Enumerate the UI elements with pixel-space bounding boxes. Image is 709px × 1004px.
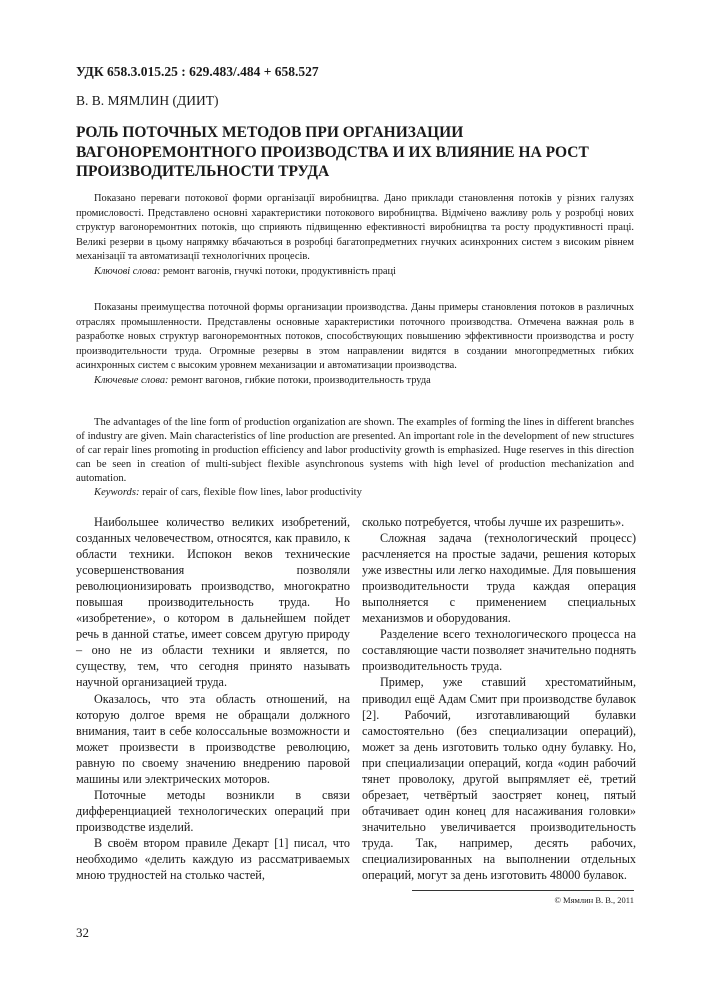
abstract-text: Показаны преимущества поточной формы организации производства. Даны примеры становления потоков в различных отраслях промышленности. Представлены основные характеристики поточного производства. Отмечена важная роль в разработке новых структур вагоноремонтных потоков, способствующих повышению эффективности производства и росту производительности труда. Огромные резервы в этом направлении видятся в создании многопредметных гибких асинхронных систем с высоким уровнем механизации и автоматизации производства.	[76, 302, 634, 371]
copyright-divider	[412, 890, 634, 891]
paragraph: Пример, уже ставший хрестоматийным, приводил ещё Адам Смит при производстве булавок [2]. Рабочий, изготавливающий булавки самостоятельно (без специализации операций), может за день изготовить только одну булавку. Но, при специализации операций, когда «один рабочий тянет проволоку, другой выпрямляет её, третий обрезает, четвёртый заостряет конец, пятый обтачивает один конец для насаживания головки» значительно увеличивается производительность труда. Так, например, десять рабочих, специализированных на выполнении отдельных операций, могут за день изготовить 48000 булавок.	[362, 675, 636, 883]
abstract-text: Показано переваги потокової форми організації виробництва. Дано приклади становлення потоків у різних галузях промисловості. Представлено основні характеристики потокового виробництва. Відмічено важливу роль у розробці нових структур вагоноремонтних потоків, що сприяють підвищенню ефективності виробництва та росту продуктивності праці. Великі резерви в цьому напрямку вбачаються в розробці багатопредметних гнучких асинхронних систем з високим рівнем механізації та автоматизації технологічних процесів.	[76, 193, 634, 262]
keywords-label: Ключові слова:	[94, 265, 161, 277]
keywords-line	[76, 374, 634, 389]
abstract-text: The advantages of the line form of production organization are shown. The examples of forming the lines in different branches of industry are given. Main characteristics of line production are presented. An important role in the development of new structures of car repair lines promoting in production efficiency and labor productivity growth is emphasized. Huge reserves in this direction can be seen in creation of multi-subject flexible asynchronous systems with high level of production mechanization and automation.	[76, 417, 634, 484]
paragraph: Разделение всего технологического процесса на составляющие части позволяет значительно поднять производительность труда.	[362, 627, 636, 674]
article-title: РОЛЬ ПОТОЧНЫХ МЕТОДОВ ПРИ ОРГАНИЗАЦИИ ВАГОНОРЕМОНТНОГО ПРОИЗВОДСТВА И ИХ ВЛИЯНИЕ НА РОСТ ПРОИЗВОДИТЕЛЬНОСТИ ТРУДА	[76, 124, 589, 180]
keywords-value: repair of cars, flexible flow lines, labor productivity	[142, 487, 362, 498]
paragraph: В своём втором правиле Декарт [1] писал, что необходимо «делить каждую из рассматриваемых мною трудностей на столько частей,	[76, 835, 350, 883]
keywords-value: ремонт вагонів, гнучкі потоки, продуктивність праці	[162, 265, 396, 277]
keywords-value: ремонт вагонов, гибкие потоки, производительность труда	[171, 374, 431, 386]
paragraph: Поточные методы возникли в связи дифференциацией технологических операций при производстве изделий.	[76, 787, 350, 834]
body-column-left	[76, 514, 350, 883]
paragraph: сколько потребуется, чтобы лучше их разрешить».	[362, 515, 625, 529]
abstract-russian	[76, 301, 634, 388]
abstract-ukrainian	[76, 192, 634, 279]
copyright-notice: © Мямлин В. В., 2011	[554, 895, 634, 905]
paragraph: Оказалось, что эта область отношений, на которую долгое время не обращали должного внимания, таит в себе колоссальные возможности и может произвести в производстве революцию, равную по своему значению внедрению паровой машины или электрических моторов.	[76, 691, 350, 786]
author-line: В. В. МЯМЛИН (ДИИТ)	[76, 93, 219, 108]
keywords-label: Ключевые слова:	[94, 374, 169, 386]
paragraph: Сложная задача (технологический процесс) расчленяется на простые задачи, решения которых уже известны или легко находимые. Для повышения производительности труда каждая операция выполняется с применением специальных механизмов и оборудования.	[362, 531, 636, 626]
udk-code: УДК 658.3.015.25 : 629.483/.484 + 658.527	[76, 64, 319, 79]
keywords-label: Keywords:	[94, 487, 140, 498]
page-number: 32	[76, 925, 89, 940]
body-column-right	[362, 514, 636, 883]
keywords-line	[76, 486, 634, 500]
abstract-english	[76, 416, 634, 500]
paragraph: Наибольшее количество великих изобретений, созданных человечеством, относятся, как правило, к области техники. Испокон веков технические усовершенствования позволяли революционизировать производство, многократно повышая производительность труда. Но «изобретение», о котором в дальнейшем пойдет речь в данной статье, имеет совсем другую природу – оно не из области техники и является, по существу, тем, что сегодня принято называть научной организацией труда.	[76, 515, 350, 690]
keywords-line	[76, 265, 634, 280]
